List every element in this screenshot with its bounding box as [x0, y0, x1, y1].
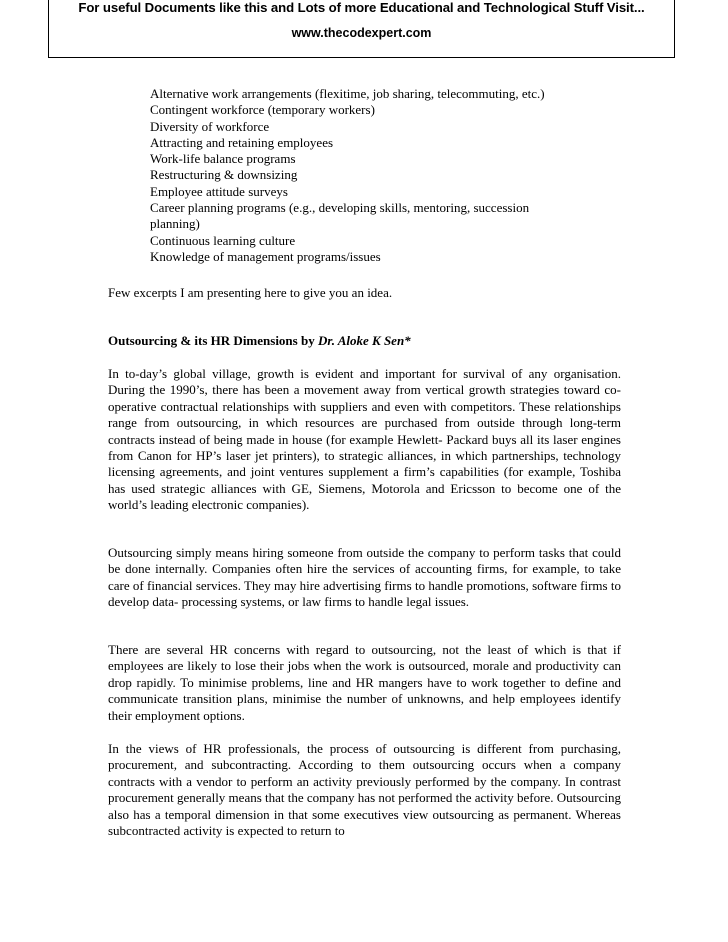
promo-banner [48, 0, 675, 58]
intro-text: Few excerpts I am presenting here to give you an idea. [108, 285, 393, 300]
list-item: Knowledge of management programs/issues [150, 248, 381, 264]
list-item: Restructuring & downsizing [150, 167, 298, 183]
list-item: Career planning programs (e.g., developing skills, mentoring, succession planning) [150, 200, 530, 232]
hr-topics-list [150, 86, 600, 265]
section-heading [108, 333, 621, 349]
list-item: Diversity of workforce [150, 118, 270, 134]
list-item: Attracting and retaining employees [150, 134, 334, 150]
list-item: Employee attitude surveys [150, 183, 288, 199]
banner-url-link[interactable]: www.thecodexpert.com [291, 26, 432, 40]
list-item: Continuous learning culture [150, 232, 296, 248]
paragraph: In the views of HR professionals, the process of outsourcing is different from purchasing, procurement, and subcontracting. According to them outsourcing occurs when a company contracts with a vendor to perform an activity previously performed by the company. In contrast procurement generally means that the company has not performed the activity before. Outsourcing also has a temporal dimension in that some executives view outsourcing as permanent. Whereas subcontracted activity is expected to return to [108, 741, 621, 839]
heading-author: Dr. Aloke K Sen* [317, 333, 411, 348]
paragraph: Outsourcing simply means hiring someone from outside the company to perform tasks that could be done internally. Companies often hire the services of accounting firms, for example, to take care of financial services. They may hire advertising firms to handle promotions, software firms to develop data- processing systems, or law firms to handle legal issues. [108, 545, 621, 610]
list-item: Alternative work arrangements (flexitime, job sharing, telecommuting, etc.) [150, 86, 545, 101]
list-item: Contingent workforce (temporary workers) [150, 102, 375, 118]
paragraph: There are several HR concerns with regard to outsourcing, not the least of which is that if employees are likely to lose their jobs when the work is outsourced, morale and productivity can drop rapidly. To minimise problems, line and HR mangers have to work together to define and communicate transition plans, minimise the number of unknowns, and help employees identify their employment options. [108, 642, 621, 723]
banner-text: For useful Documents like this and Lots of more Educational and Technological Stuff Visit... [78, 0, 645, 15]
heading-title: Outsourcing & its HR Dimensions by [108, 333, 318, 348]
list-item: Work-life balance programs [150, 151, 296, 167]
paragraph: In to-day’s global village, growth is evident and important for survival of any organisation. During the 1990’s, there has been a movement away from vertical growth strategies toward co-operative contractual relationships with suppliers and even with competitors. These relationships range from outsourcing, in which resources are purchased from outside through long-term contracts instead of being made in house (for example Hewlett- Packard buys all its laser engines from Canon for HP’s laser jet printers), to strategic alliances, in which partnerships, technology licensing agreements, and joint ventures supplement a firm’s capabilities (for example, Toshiba has used strategic alliances with GE, Siemens, Motorola and Ericsson to become one of the world’s leading electronic companies). [108, 366, 621, 513]
